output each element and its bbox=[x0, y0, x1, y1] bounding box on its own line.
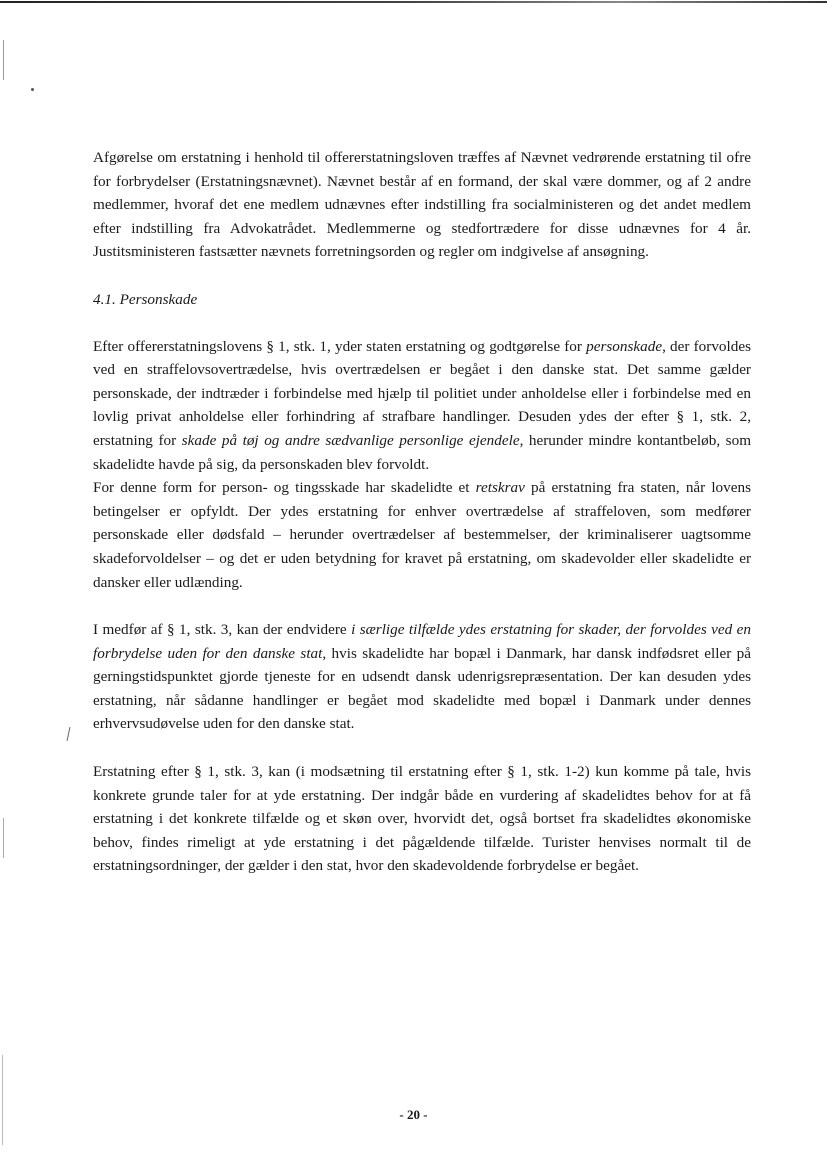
emphasis-term: skade på tøj og andre sædvanlige personlige ejendele bbox=[181, 431, 520, 449]
scan-mark bbox=[67, 727, 71, 741]
emphasis-term: retskrav bbox=[475, 479, 525, 497]
paragraph-retskrav bbox=[93, 476, 751, 594]
paragraph-nævnet bbox=[93, 146, 751, 264]
top-scan-border bbox=[0, 1, 827, 3]
scan-mark bbox=[3, 40, 4, 80]
scan-mark bbox=[2, 1055, 3, 1145]
emphasis-term: personskade bbox=[586, 337, 663, 355]
paragraph-text: , hvis skadelidte har bopæl i Danmark, har dansk indfødsret eller på gerningstidspunktet gjorde tjeneste for en udsendt dansk udenrigsrepræsentation. Der kan desuden ydes erstatning, når sådanne handlinger er begået mod skadelidte med bopæl i Danmark under dennes erhvervsudøvelse uden for den danske stat. bbox=[93, 644, 751, 733]
scan-mark bbox=[31, 88, 34, 91]
paragraph-udland bbox=[93, 618, 751, 736]
page-number: - 20 - bbox=[399, 1107, 428, 1122]
page-content bbox=[93, 146, 751, 878]
paragraph-text: Afgørelse om erstatning i henhold til offererstatningsloven træffes af Nævnet vedrørende erstatning til ofre for forbrydelser (Erstatningsnævnet). Nævnet består af en formand, der skal være dommer, og af 2 andre medlemmer, hvoraf det ene medlem udnævnes efter indstilling fra socialministeren og det andet medlem efter indstilling fra Advokatrådet. Medlemmerne og stedfortrædere for disse udnævnes for 4 år. Justitsministeren fastsætter nævnets forretningsorden og regler om indgivelse af ansøgning. bbox=[93, 149, 751, 261]
emphasis-term: i særlige tilfælde ydes erstatning for skader, der forvoldes ved en forbrydelse uden for den danske stat bbox=[93, 621, 751, 662]
paragraph-personskade bbox=[93, 335, 751, 477]
section-heading-personskade bbox=[93, 288, 751, 312]
paragraph-text: Efter offererstatningslovens § 1, stk. 1, yder staten erstatning og godtgørelse for bbox=[93, 337, 587, 355]
paragraph-text: , herunder mindre kontantbeløb, som skadelidte havde på sig, da personskaden blev forvoldt. bbox=[93, 431, 752, 473]
paragraph-text: For denne form for person- og tingsskade har skadelidte et bbox=[93, 479, 476, 497]
scan-mark bbox=[3, 818, 4, 858]
paragraph-stk3 bbox=[93, 760, 751, 878]
paragraph-text: , der forvoldes ved en straffelovsovertrædelse, hvis overtrædelsen er begået i den danske stat. Det samme gælder personskade, der indtræder i forbindelse med hjælp til politiet under anholdelse eller i forbindelse med en lovlig privat anholdelse eller forhindring af strafbare handlinger. Desuden ydes der efter § 1, stk. 2, erstatning for bbox=[93, 337, 751, 449]
section-heading-text: 4.1. Personskade bbox=[93, 290, 198, 308]
paragraph-text: I medfør af § 1, stk. 3, kan der endvidere bbox=[93, 621, 352, 639]
paragraph-text: Erstatning efter § 1, stk. 3, kan (i modsætning til erstatning efter § 1, stk. 1-2) kun komme på tale, hvis konkrete grunde taler for at yde erstatning. Der indgår både en vurdering af skadelidtes behov for at få erstatning i det konkrete tilfælde og et skøn over, hvorvidt det, også bortset fra skadelidtes økonomiske behov, findes rimeligt at yde erstatning i det pågældende tilfælde. Turister henvises normalt til de erstatningsordninger, der gælder i den stat, hvor den skadevoldende forbrydelse er begået. bbox=[93, 763, 751, 875]
paragraph-text: på erstatning fra staten, når lovens betingelser er opfyldt. Der ydes erstatning for enhver overtrædelse af straffeloven, som medfører personskade eller dødsfald – herunder overtrædelser af bestemmelser, der kriminaliserer uagtsomme skadeforvoldelser – og det er uden betydning for kravet på erstatning, om skadevolder eller skadelidte er dansker eller udlænding. bbox=[93, 479, 751, 591]
